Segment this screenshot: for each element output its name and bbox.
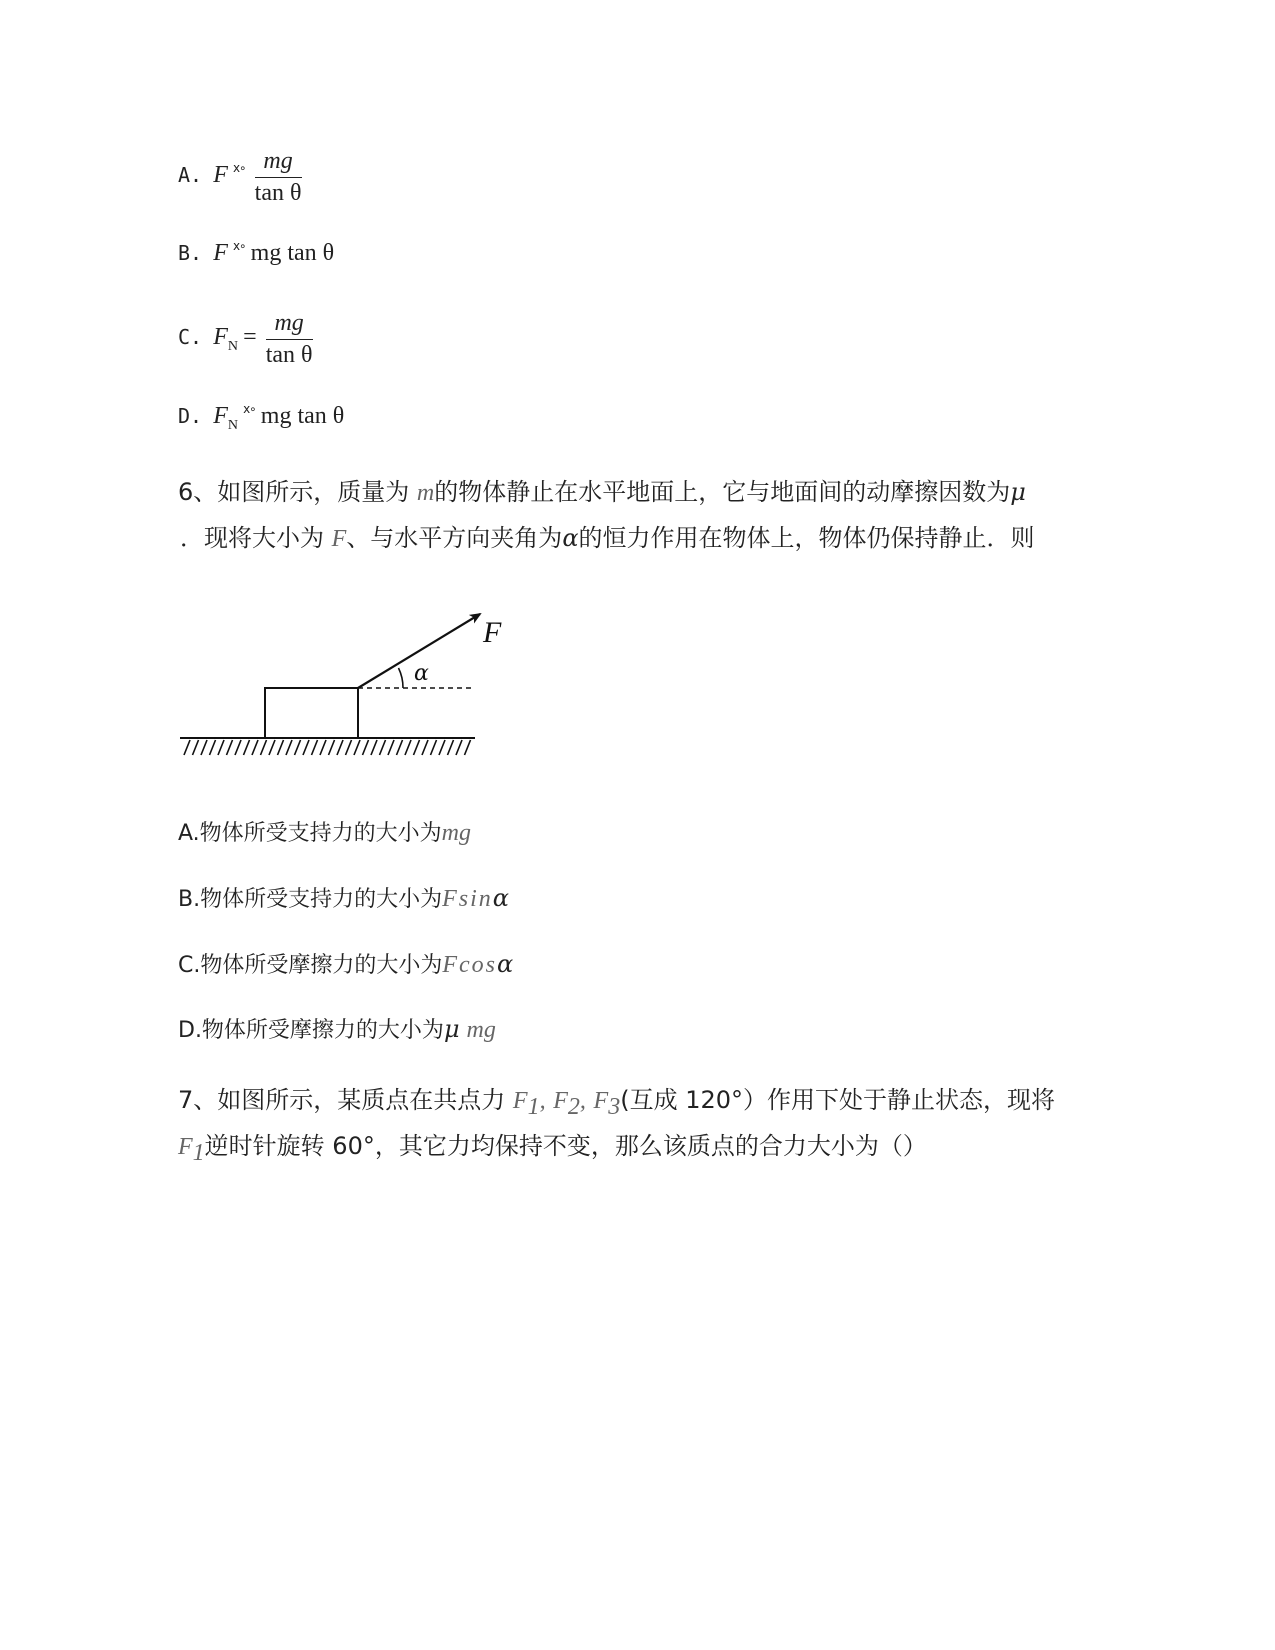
- relation-symbol: ⅹ∘: [243, 402, 256, 416]
- hatch-stroke: [405, 740, 411, 755]
- hatch-stroke: [295, 740, 301, 755]
- option-label: C.: [178, 325, 203, 349]
- subscript: N: [227, 418, 238, 433]
- text-segment: 的物体静止在水平地面上，它与地面间的动摩擦因数为: [434, 478, 1011, 506]
- block: [265, 688, 358, 738]
- option-text: A.物体所受支持力的大小为: [178, 821, 442, 846]
- math-expression: mg: [441, 820, 472, 846]
- relation-symbol: =: [243, 324, 257, 350]
- hatch-stroke: [286, 740, 292, 755]
- subscript: 2: [567, 1094, 580, 1120]
- hatch-stroke: [431, 740, 437, 755]
- q6-option-c: [178, 948, 513, 979]
- q6-stem-line1: [178, 472, 1026, 507]
- numerator: mg: [266, 310, 313, 340]
- math-expression: mg tan θ: [250, 240, 335, 266]
- hatch-stroke: [388, 740, 394, 755]
- text-segment: 、与水平方向夹角为: [346, 524, 563, 552]
- relation-symbol: ⅹ∘: [232, 239, 246, 253]
- greek-symbol: α: [492, 884, 509, 912]
- hatch-stroke: [303, 740, 309, 755]
- math-expression: Fsin: [442, 886, 493, 912]
- hatch-stroke: [337, 740, 343, 755]
- hatch-stroke: [363, 740, 369, 755]
- angle-arc: [399, 668, 404, 688]
- hatch-stroke: [320, 740, 326, 755]
- text-segment: (互成 120°）作用下处于静止状态，现将: [620, 1086, 1056, 1114]
- denominator: tan θ: [265, 342, 313, 368]
- text-segment: 7、如图所示，某质点在共点力: [178, 1086, 513, 1114]
- text-segment: ．现将大小为: [180, 524, 332, 552]
- hatch-stroke: [193, 740, 199, 755]
- fraction: [255, 148, 302, 207]
- q6-option-d: [178, 1013, 496, 1044]
- q6-stem-line2: [180, 518, 1035, 553]
- hatch-stroke: [278, 740, 284, 755]
- text-segment: 6、如图所示，质量为: [178, 478, 417, 506]
- math-expression: Fcos: [442, 952, 498, 978]
- text-segment: 的恒力作用在物体上，物体仍保持静止．则: [578, 524, 1035, 552]
- hatch-stroke: [354, 740, 360, 755]
- q5-option-d: [178, 402, 345, 433]
- math-var: F: [593, 1088, 609, 1114]
- option-text: B.物体所受支持力的大小为: [178, 887, 443, 912]
- hatch-stroke: [465, 740, 471, 755]
- option-text: D.物体所受摩擦力的大小为: [178, 1018, 444, 1043]
- separator: ,: [539, 1088, 546, 1114]
- subscript: N: [227, 339, 238, 354]
- q5-option-c: [178, 310, 313, 369]
- separator: ,: [579, 1088, 586, 1114]
- relation-symbol: ⅹ∘: [232, 161, 246, 175]
- hatch-stroke: [227, 740, 233, 755]
- option-text: C.物体所受摩擦力的大小为: [178, 953, 443, 978]
- math-var: F: [213, 403, 228, 429]
- subscript: 3: [608, 1094, 621, 1120]
- numerator: mg: [255, 148, 302, 178]
- hatch-stroke: [329, 740, 335, 755]
- hatch-stroke: [346, 740, 352, 755]
- hatch-stroke: [210, 740, 216, 755]
- hatch-stroke: [380, 740, 386, 755]
- greek-symbol: α: [497, 950, 514, 978]
- math-var: F: [512, 1088, 528, 1114]
- denominator: tan θ: [254, 180, 302, 206]
- q6-option-b: [178, 882, 509, 913]
- angle-label: α: [414, 661, 429, 686]
- text-segment: 逆时针旋转 60°，其它力均保持不变，那么该质点的合力大小为（）: [204, 1132, 927, 1160]
- greek-symbol: α: [562, 524, 579, 552]
- q5-option-a: [178, 148, 302, 207]
- q6-force-diagram: [170, 600, 530, 770]
- option-label: D.: [178, 404, 203, 428]
- subscript: 1: [192, 1140, 205, 1166]
- hatch-stroke: [414, 740, 420, 755]
- hatch-stroke: [397, 740, 403, 755]
- math-expression: mg: [466, 1017, 496, 1043]
- q5-option-b: [178, 240, 334, 267]
- hatch-stroke: [252, 740, 258, 755]
- math-var: F: [213, 240, 228, 266]
- force-label: F: [483, 616, 502, 649]
- math-var: F: [213, 162, 228, 188]
- ground-hatching: [184, 740, 471, 755]
- hatch-stroke: [201, 740, 207, 755]
- greek-symbol: μ: [1010, 478, 1026, 506]
- greek-symbol: μ: [443, 1015, 460, 1043]
- hatch-stroke: [371, 740, 377, 755]
- option-label: A.: [178, 163, 203, 187]
- math-var: F: [553, 1088, 568, 1114]
- hatch-stroke: [261, 740, 267, 755]
- math-var: F: [178, 1134, 193, 1160]
- hatch-stroke: [312, 740, 318, 755]
- hatch-stroke: [244, 740, 250, 755]
- hatch-stroke: [235, 740, 241, 755]
- math-var: m: [416, 480, 435, 506]
- q6-option-a: [178, 816, 471, 847]
- hatch-stroke: [456, 740, 462, 755]
- hatch-stroke: [448, 740, 454, 755]
- hatch-stroke: [269, 740, 275, 755]
- q7-stem-line2: [178, 1126, 927, 1166]
- hatch-stroke: [218, 740, 224, 755]
- math-expression: mg tan θ: [260, 403, 345, 429]
- option-label: B.: [178, 241, 203, 265]
- math-var: F: [213, 324, 228, 350]
- hatch-stroke: [184, 740, 190, 755]
- math-var: F: [331, 526, 347, 552]
- fraction: [266, 310, 313, 369]
- subscript: 1: [527, 1094, 540, 1120]
- hatch-stroke: [439, 740, 445, 755]
- hatch-stroke: [422, 740, 428, 755]
- q7-stem-line1: [178, 1080, 1056, 1120]
